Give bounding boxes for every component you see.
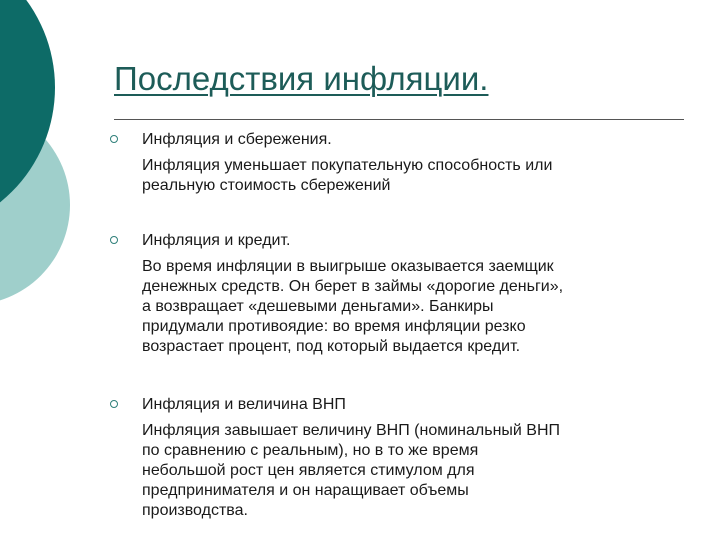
circle-bullet-icon [110, 135, 118, 143]
slide-title: Последствия инфляции. [114, 60, 489, 97]
item-body: Во время инфляции в выигрыше оказывается заемщик денежных средств. Он берет в займы «дорогие деньги», а возвращает «дешевыми деньгами». Банкиры придумали противоядие: во время инфляции резко возрастает процент, под который выдается кредит. [142, 258, 564, 355]
circle-bullet-icon [110, 400, 118, 408]
circle-bullet-icon [110, 236, 118, 244]
item-body: Инфляция завышает величину ВНП (номинальный ВНП по сравнению с реальным), но в то же время небольшой рост цен является стимулом для предпринимателя и он наращивает объемы производства. [142, 422, 561, 519]
item-heading: Инфляция и сбережения. [142, 131, 332, 148]
item-heading: Инфляция и величина ВНП [142, 396, 346, 413]
item-heading: Инфляция и кредит. [142, 232, 291, 249]
item-body: Инфляция уменьшает покупательную способность или реальную стоимость сбережений [142, 157, 553, 194]
